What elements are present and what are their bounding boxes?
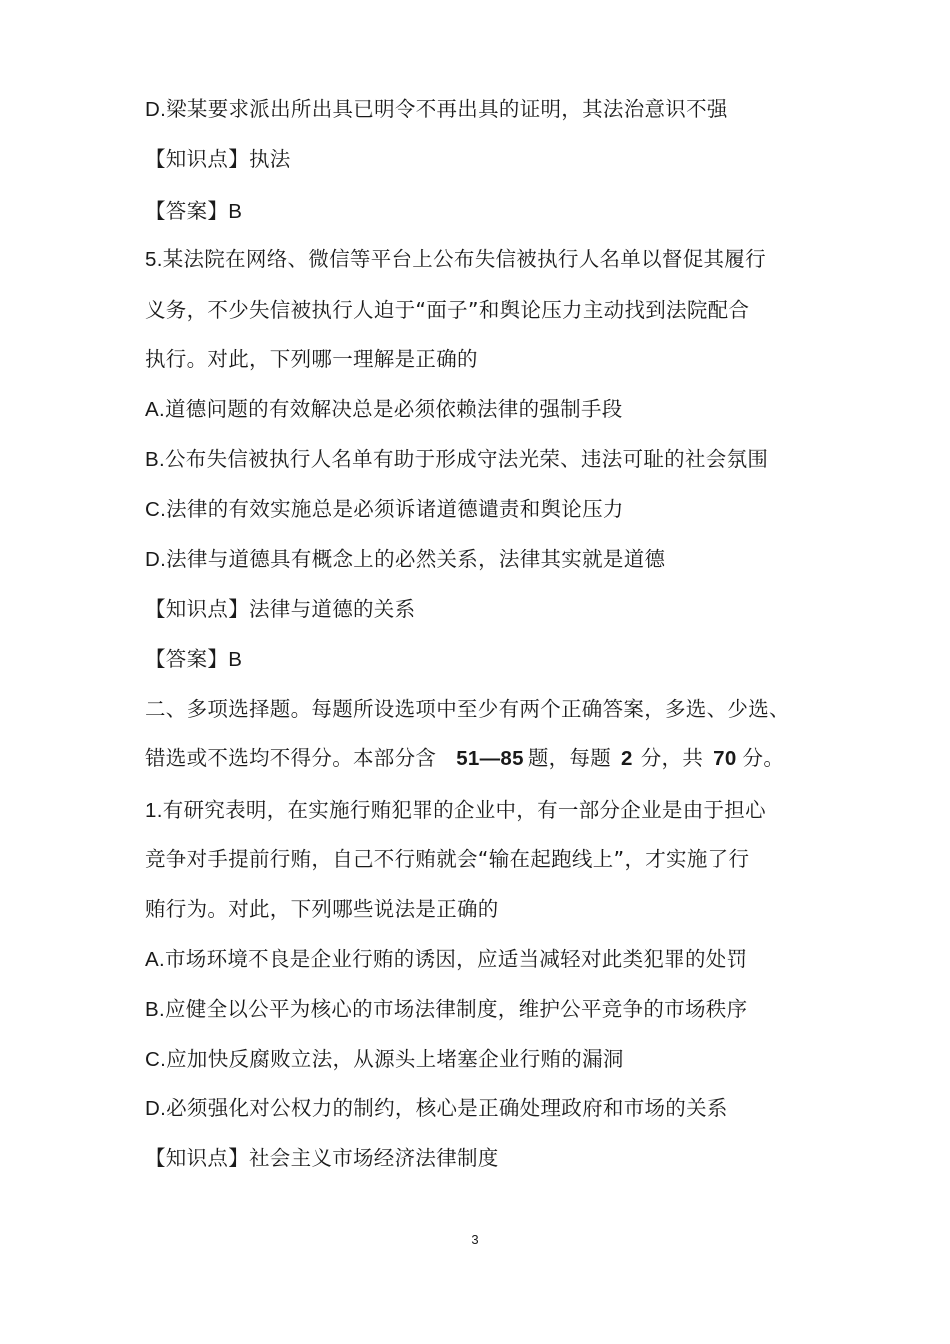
question-1-line-2 [145,845,749,873]
option-b-line [145,995,747,1024]
option-label: D. [145,98,167,121]
option-text: 公布失信被执行人名单有助于形成守法光荣、违法可耻的社会氛围 [164,447,769,471]
question-text: 有研究表明，在实施行贿犯罪的企业中，有一部分企业是由于担心 [162,798,766,822]
section-heading-text: 二、多项选择题。每题所设选项中至少有两个正确答案，多选、少选、 [145,697,790,721]
question-text: 贿行为。对此，下列哪些说法是正确的 [145,897,499,921]
instruction-text: 错选或不选均不得分。本部分含 [145,746,437,770]
knowledge-point-text: 社会主义市场经济法律制度 [249,1146,499,1170]
option-label: D. [145,1097,167,1120]
question-text: 执行。对此，下列哪一理解是正确的 [145,347,478,371]
knowledge-point-text: 法律与道德的关系 [249,597,416,621]
answer-text: B [228,648,243,671]
option-label: D. [145,548,167,571]
knowledge-point-label: 【知识点】 [145,597,249,621]
option-label: A. [145,398,165,421]
knowledge-point-line [145,145,291,173]
option-d-line [145,95,728,124]
option-label: B. [145,448,165,471]
option-label: A. [145,948,165,971]
option-d-line [145,1094,728,1123]
option-d-line [145,545,665,574]
answer-line [145,197,242,226]
question-number: 1. [145,799,163,822]
option-label: C. [145,1048,167,1071]
option-text: 法律的有效实施总是必须诉诸道德谴责和舆论压力 [166,497,624,521]
question-number: 5. [145,248,163,271]
option-text: 梁某要求派出所出具已明令不再出具的证明，其法治意识不强 [166,97,728,121]
option-label: B. [145,998,165,1021]
instruction-text: 分。 [742,746,785,770]
score-per-question: 2 [621,747,633,770]
question-text: 某法院在网络、微信等平台上公布失信被执行人名单以督促其履行 [162,247,766,271]
option-label: C. [145,498,167,521]
option-text: 法律与道德具有概念上的必然关系，法律其实就是道德 [166,547,666,571]
instruction-text: 题，每题 [527,746,612,770]
question-text: 竞争对手提前行贿，自己不行贿就会“输在起跑线上”，才实施了行 [145,847,750,871]
answer-line [145,645,242,674]
answer-label: 【答案】 [145,199,229,223]
total-score: 70 [713,747,737,770]
option-text: 应加快反腐败立法，从源头上堵塞企业行贿的漏洞 [166,1047,624,1071]
answer-text: B [228,200,243,223]
option-text: 必须强化对公权力的制约，核心是正确处理政府和市场的关系 [166,1096,728,1120]
knowledge-point-label: 【知识点】 [145,147,249,171]
question-5-line-3 [145,345,478,373]
option-a-line [145,395,623,424]
knowledge-point-label: 【知识点】 [145,1146,249,1170]
option-c-line [145,495,624,524]
section-heading-line [145,695,790,723]
instruction-text: 分，共 [640,746,704,770]
question-5-line-1 [145,245,766,274]
option-b-line [145,445,768,474]
option-text: 道德问题的有效解决总是必须依赖法律的强制手段 [164,397,623,421]
option-a-line [145,945,747,974]
question-1-line-3 [145,895,499,923]
question-5-line-2 [145,296,749,324]
question-1-line-1 [145,796,766,825]
knowledge-point-text: 执法 [249,147,291,171]
knowledge-point-line [145,1144,499,1172]
option-c-line [145,1045,624,1074]
question-text: 义务，不少失信被执行人迫于“面子”和舆论压力主动找到法院配合 [145,298,750,322]
answer-label: 【答案】 [145,647,229,671]
section-instruction-line [145,744,784,773]
knowledge-point-line [145,595,415,623]
page-number: 3 [471,1232,479,1247]
question-range: 51—85 [456,747,524,770]
option-text: 应健全以公平为核心的市场法律制度，维护公平竞争的市场秩序 [164,997,748,1021]
option-text: 市场环境不良是企业行贿的诱因，应适当减轻对此类犯罪的处罚 [164,947,748,971]
